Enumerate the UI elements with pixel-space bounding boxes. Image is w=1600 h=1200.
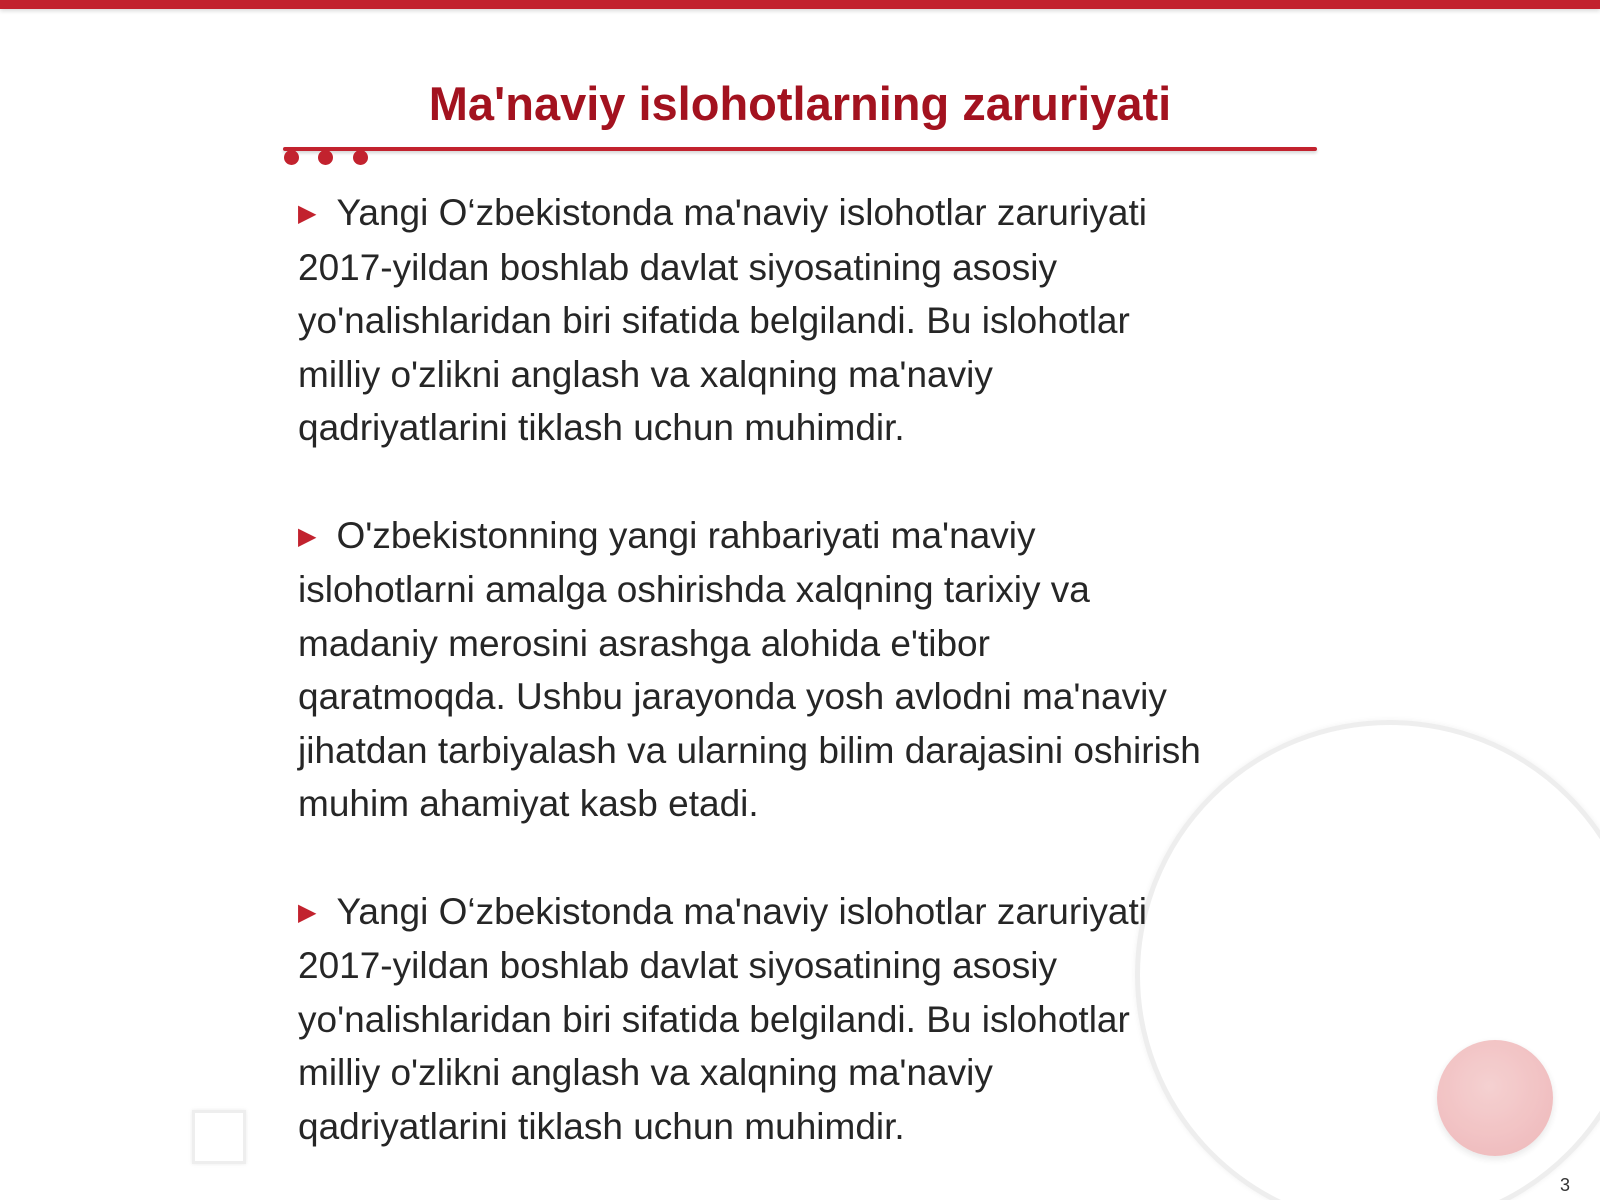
triangle-right-icon: ▶	[298, 522, 317, 550]
title-underline	[283, 147, 1317, 151]
triangle-right-icon: ▶	[298, 200, 317, 227]
bullet-text: Yangi O‘zbekistonda ma'naviy islohotlar zaruriyati 2017-yildan boshlab davlat siyosatining asosiy yo'nalishlaridan biri sifatida belgilandi. Bu islohotlar milliy o'zlikni anglash va xalqning ma'naviy qadriyatlarini tiklash uchun muhimdir.	[298, 192, 1147, 448]
decor-pink-circle	[1437, 1040, 1553, 1156]
decor-dot-1	[284, 150, 299, 165]
bullet-text: Yangi O‘zbekistonda ma'naviy islohotlar zaruriyati 2017-yildan boshlab davlat siyosatining asosiy yo'nalishlaridan biri sifatida belgilandi. Bu islohotlar milliy o'zlikni anglash va xalqning ma'naviy qadriyatlarini tiklash uchun muhimdir.	[298, 890, 1147, 1147]
decor-square	[192, 1110, 246, 1164]
bullet-item	[298, 885, 1318, 1154]
decor-dot-2	[318, 150, 333, 165]
page-number: 3	[1559, 1175, 1570, 1195]
bullet-item	[298, 186, 1318, 455]
bullet-item	[298, 509, 1318, 831]
top-accent-bar	[0, 0, 1600, 9]
slide-title: Ma'naviy islohotlarning zaruriyati	[428, 77, 1172, 130]
bullet-text: O'zbekistonning yangi rahbariyati ma'naviy islohotlarni amalga oshirishda xalqning tarixiy va madaniy merosini asrashga alohida e'tibor qaratmoqda. Ushbu jarayonda yosh avlodni ma'naviy jihatdan tarbiyalash va ularning bilim darajasini oshirish muhim ahamiyat kasb etadi.	[298, 514, 1201, 824]
bullet-list	[298, 186, 1318, 1153]
decor-dot-3	[353, 150, 368, 165]
triangle-right-icon: ▶	[298, 898, 317, 926]
